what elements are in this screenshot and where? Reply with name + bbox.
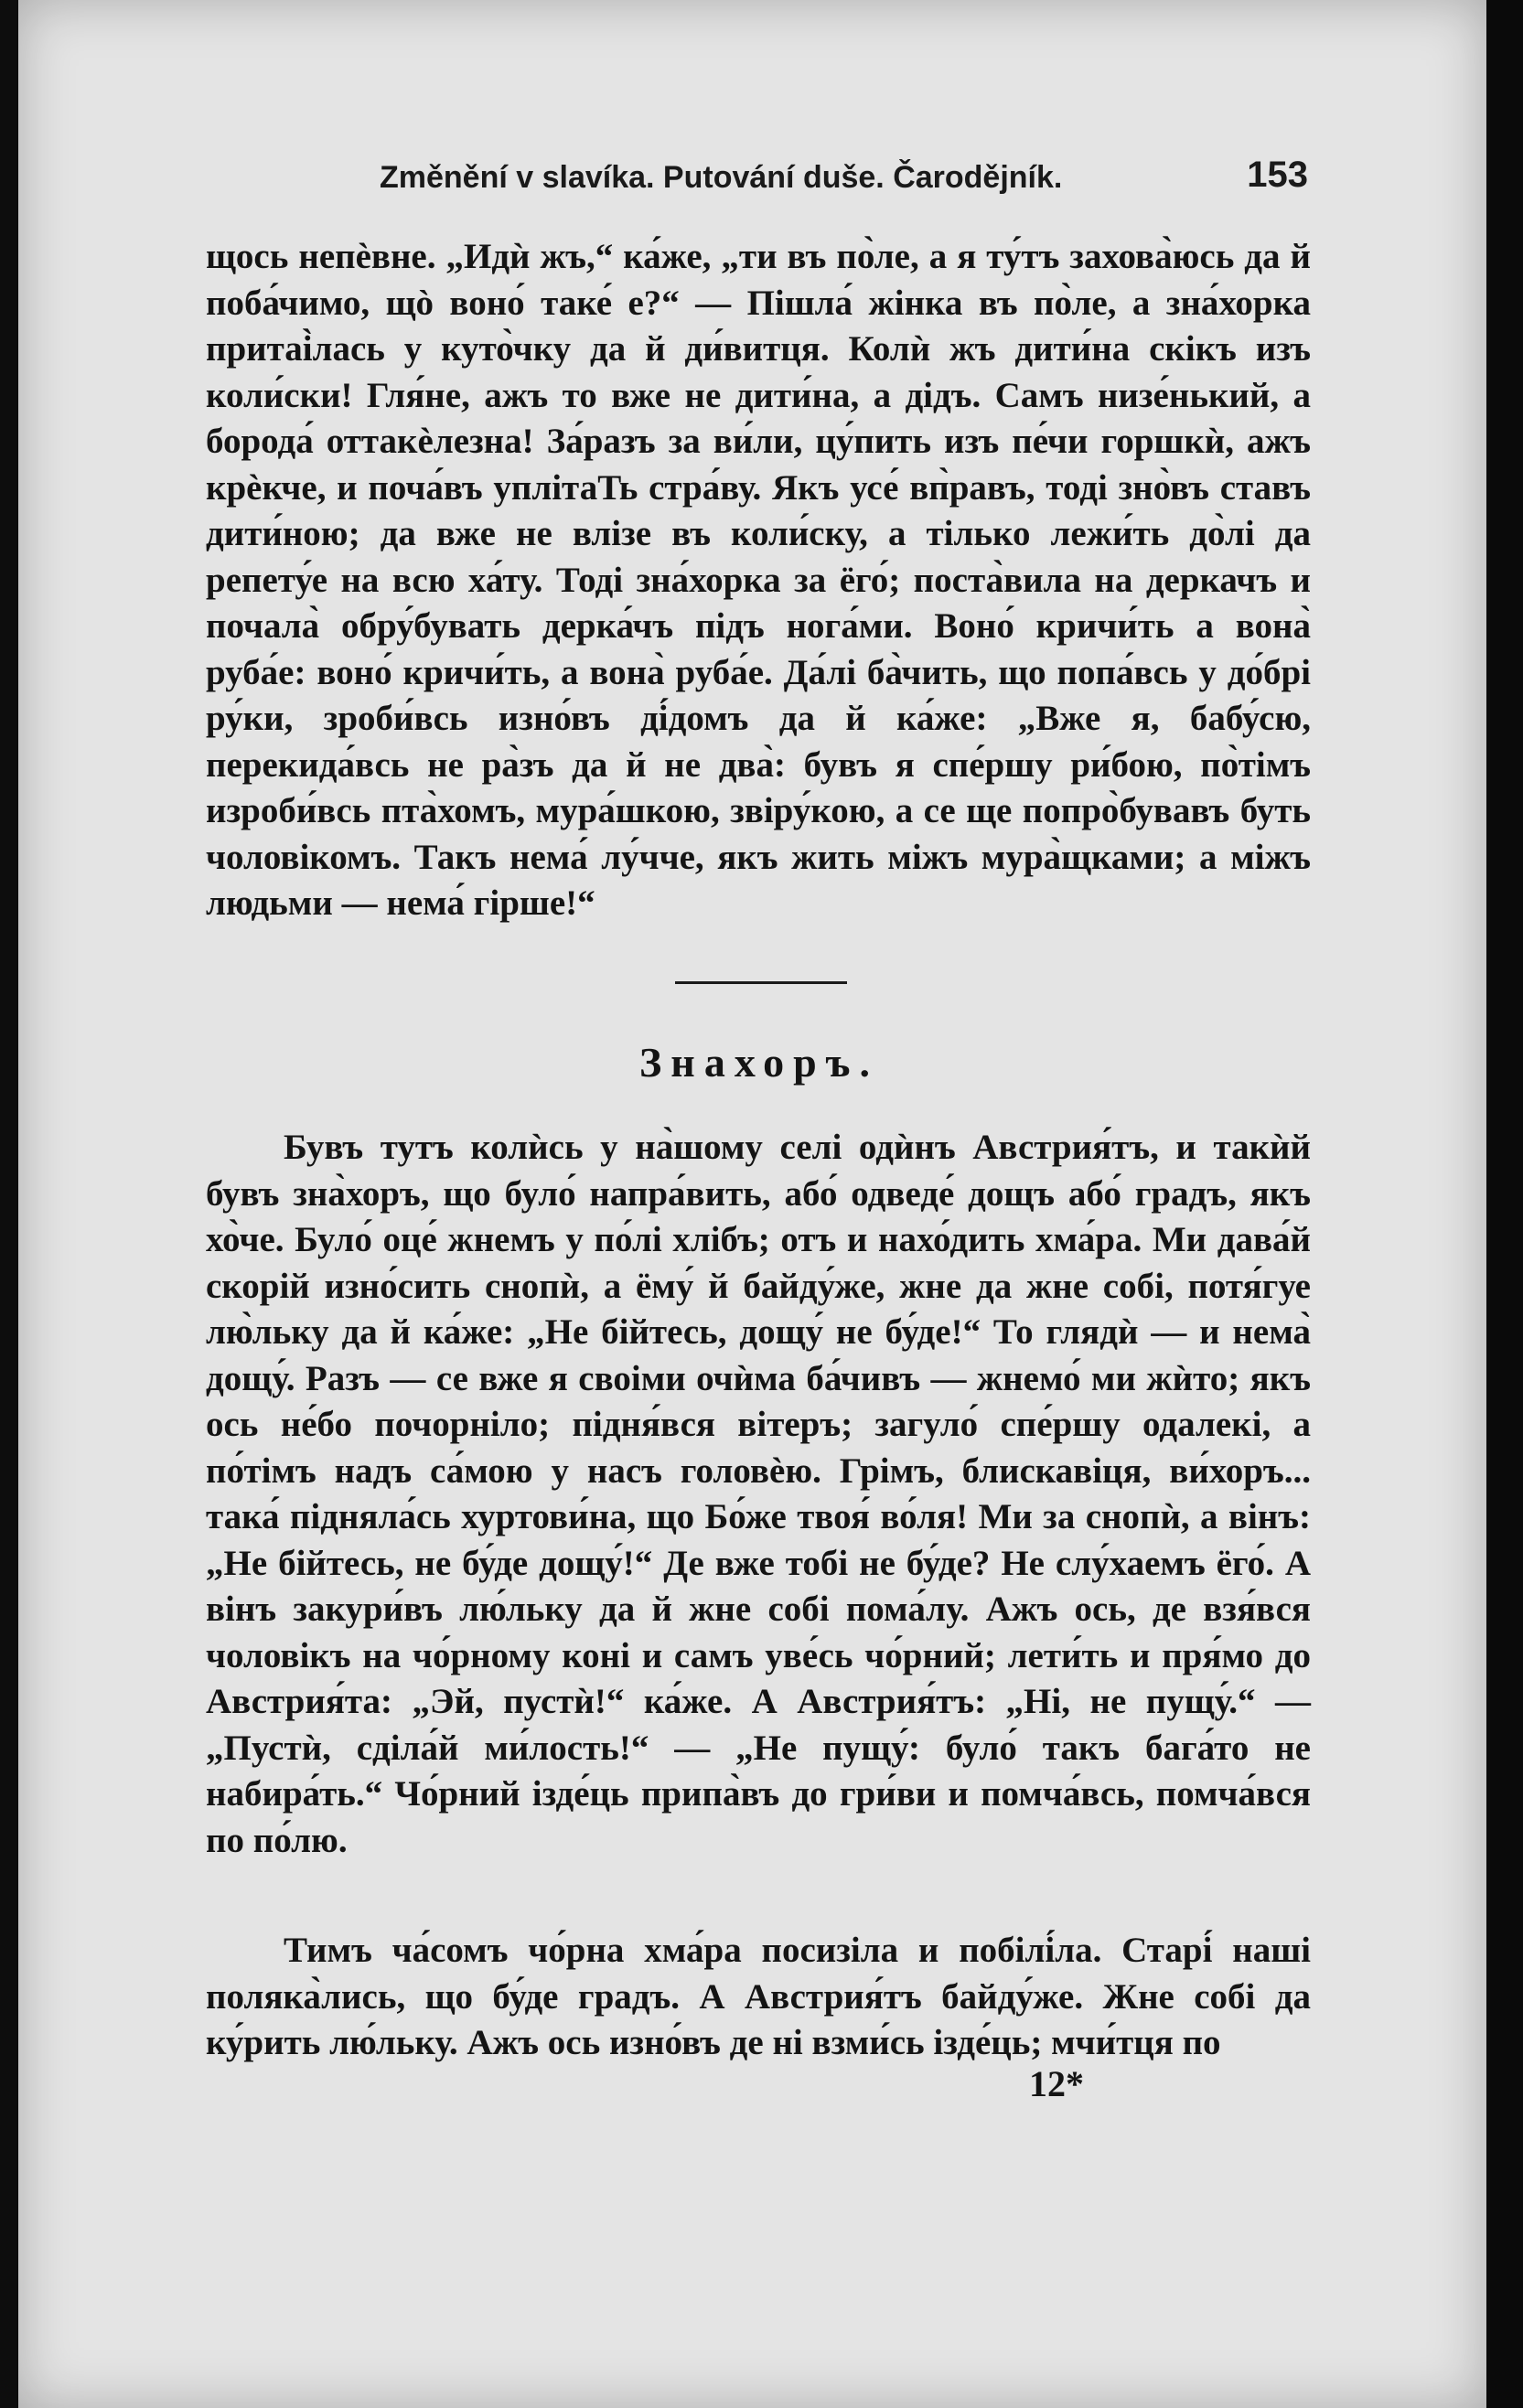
text-block-story (206, 1125, 1311, 1864)
scan-edge (1486, 0, 1523, 2408)
text-block-continuation (206, 1928, 1311, 2067)
paragraph: Тимъ ча́сомъ чо́рна хма́ра посизіла и побілі́ла. Старі́ наші поляка̀лись, що бу́де градъ. А Австрия́тъ байду́же. Жне собі да ку́рить лю́льку. Ажъ ось изно́въ де ні взми́сь ізде́ць; мчи́тця по (206, 1931, 1311, 2062)
text-block-top (206, 234, 1311, 927)
section-heading: Знахоръ. (639, 1039, 879, 1086)
book-page (18, 0, 1486, 2408)
running-header (357, 151, 1317, 206)
paragraph: Бувъ тутъ колѝсь у на̀шому селі одѝнъ Австрия́тъ, и такѝй бувъ зна̀хоръ, що було́ напра́вить, або́ одведе́ дощъ або́ градъ, якъ хо̀че. Було́ оце́ жнемъ у по́лі хлібъ; отъ и нахо́дить хма́ра. Ми дава́й скорій изно́сить снопѝ, а ёму́ й байду́же, жне да жне собі, потя́гуе лю̀льку да й ка́же: „Не бійтесь, дощу́ не бу́де!“ То глядѝ — и нема̀ дощу́. Разъ — се вже я своіми очѝма ба́чивъ — жнемо́ ми жѝто; якъ ось не́бо почорніло; підня́вся вітеръ; загуло́ спе́ршу одалекі, а по́тімъ надъ са́мою у насъ головѐю. Грімъ, блискавіця, ви́хоръ... така́ підняла́сь хуртови́на, що Бо́же твоя́ во́ля! Ми за снопѝ, а вінъ: „Не бійтесь, не бу́де дощу́!“ Де вже тобі не бу́де? Не слу́хаемъ ёго́. А вінъ закури́въ лю́льку да й жне собі пома́лу. Ажъ ось, де взя́вся чоловікъ на чо́рному коні и самъ уве́сь чо́рний; лети́ть и пря́мо до Австрия́та: „Эй, пустѝ!“ ка́же. А Австрия́тъ: „Ні, не пущу́.“ — „Пустѝ, сділа́й ми́лость!“ — „Не пущу́: було́ такъ бага́то не набира́ть.“ Чо́рний ізде́ць припа̀въ до гри́ви и помча́всь, помча́вся по по́лю. (206, 1128, 1311, 1860)
paragraph: щось непѐвне. „Идѝ жъ,“ ка́же, „ти въ по̀ле, а я ту́тъ захова̀юсь да й поба́чимо, щò воно́ таке́ е?“ — Пішла́ жінка въ по̀ле, а зна́хорка притаі̀лась у куто̀чку да й ди́витця. Колѝ жъ дити́на скікъ изъ коли́ски! Гля́не, ажъ то вже не дити́на, а дідъ. Самъ низе́нький, а борода́ оттакѐлезна! За́разъ за ви́ли, цу́пить изъ пе́чи горшкѝ, ажъ крѐкче, и поча́въ уплітаТь стра́ву. Якъ усе́ вп̀равъ, тоді зно̀въ ставъ дити́ною; да вже не влізе въ коли́ску, а тілько лежи́ть до̀лі да репету́е на всю ха́ту. Тоді зна́хорка за ёго́; поста̀вила на деркачъ и почала̀ обру́бувать дерка́чъ підъ нога́ми. Воно́ кричи́ть а вона̀ руба́е: воно́ кричи́ть, а вона̀ руба́е. Да́лі ба̀чить, що попа́вcь у до́брі ру́ки, зроби́вcь изно́въ ді́домъ да й ка́же: „Вже я, бабу́сю, перекида́всь не ра̀зъ да й не два̀: бувъ я спе́ршу ри́бою, по̀тімъ изроби́вcь пта̀хомъ, мура́шкою, звіру́кою, а се ще попро̀бувавъ буть чоловікомъ. Такъ нема́ лу́чче, якъ жить міжъ мура̀щками; а міжъ людьми — нема́ гірше!“ (206, 237, 1311, 923)
signature-mark: 12* (1029, 2063, 1084, 2104)
page-number: 153 (1247, 155, 1308, 195)
header-title: Změnění v slavíka. Putování duše. Čarodějník. (380, 160, 1063, 195)
section-divider (675, 981, 847, 984)
